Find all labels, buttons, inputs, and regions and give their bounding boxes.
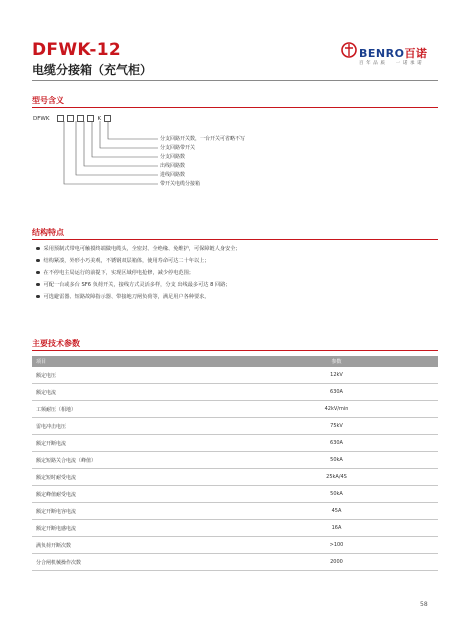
model-desc-4: 出线回路数	[160, 163, 186, 169]
model-code-prefix: DFWK	[33, 115, 50, 122]
feature-item: 结构紧凑，外形小巧美观，不锈钢双层箱体，使用寿命可达二十年以上；	[36, 257, 210, 264]
param-name: 额定开断电感电流	[32, 520, 235, 537]
header-divider	[32, 80, 438, 81]
param-name: 分合闸机械操作次数	[32, 554, 235, 571]
table-row	[32, 537, 438, 554]
product-model-title: DFWK-12	[32, 40, 121, 60]
model-desc-2: 分支回路带开关	[160, 145, 196, 151]
brand-mark-icon	[341, 41, 357, 59]
param-value: 16A	[235, 520, 438, 537]
table-row	[32, 469, 438, 486]
table-row	[32, 435, 438, 452]
param-value: 630A	[235, 384, 438, 401]
bullet-icon	[36, 259, 40, 263]
param-value: 2000	[235, 554, 438, 571]
page-number: 58	[420, 601, 428, 608]
table-row	[32, 486, 438, 503]
feature-item: 可选避雷器、短路故障指示器、带接地刀闸负荷等，满足用户各种要求。	[36, 293, 210, 300]
model-desc-5: 进线回路数	[160, 172, 186, 178]
param-value: 50kA	[235, 486, 438, 503]
table-row	[32, 384, 438, 401]
param-value: 630A	[235, 435, 438, 452]
table-row	[32, 418, 438, 435]
header-item: 项目	[32, 356, 235, 367]
bullet-icon	[36, 247, 40, 251]
feature-item: 采用预制式带电可触摸终端做电缆头，全密封、全绝缘、免维护，可保障链人身安全；	[36, 245, 241, 252]
param-value: 75kV	[235, 418, 438, 435]
section-divider-params	[32, 350, 438, 351]
section-divider-features	[32, 239, 438, 240]
table-row	[32, 401, 438, 418]
bullet-icon	[36, 295, 40, 299]
params-table	[32, 356, 438, 571]
model-desc-3: 分支回路数	[160, 154, 186, 160]
param-name: 额定开断电流	[32, 435, 235, 452]
param-value: 42kV/min	[235, 401, 438, 418]
product-subtitle: 电缆分接箱（充气柜）	[32, 63, 153, 77]
param-name: 工频耐压（相地）	[32, 401, 235, 418]
section-divider-model	[32, 107, 438, 108]
section-title-params: 主要技术参数	[32, 339, 80, 348]
table-row	[32, 367, 438, 384]
table-header-row	[32, 356, 438, 367]
brand-name-cn: 百诺	[404, 47, 428, 60]
bullet-icon	[36, 271, 40, 275]
table-row	[32, 503, 438, 520]
brand-name-en: BENRO	[359, 47, 405, 60]
brand-slogan: 百 年 品 质 一 诺 承 诺	[359, 61, 423, 66]
table-row	[32, 520, 438, 537]
brand-logo	[341, 38, 441, 72]
param-name: 雷电冲击电压	[32, 418, 235, 435]
param-name: 额定短时耐受电流	[32, 469, 235, 486]
header-value: 参数	[235, 356, 438, 367]
model-desc-1: 分支回路开关数，一台开关可省略不写	[160, 136, 246, 142]
section-title-features: 结构特点	[32, 228, 64, 237]
bullet-icon	[36, 283, 40, 287]
param-name: 额定短路关合电流（峰值）	[32, 452, 235, 469]
model-code-letter: K	[97, 115, 102, 122]
param-name: 额定开断电容电流	[32, 503, 235, 520]
table-row	[32, 554, 438, 571]
feature-item: 可配一台或多台 SF6 负荷开关，接线方式灵活多样，分支 出线最多可达 8 回路；	[36, 281, 231, 288]
param-value: >100	[235, 537, 438, 554]
feature-item: 在不停电主局运行的前提下，实现区域停电抢修，减少停电范围；	[36, 269, 194, 276]
section-title-model: 型号含义	[32, 96, 64, 105]
model-desc-6: 带开关电缆分接箱	[160, 181, 201, 187]
table-row	[32, 452, 438, 469]
param-value: 12kV	[235, 367, 438, 384]
param-value: 50kA	[235, 452, 438, 469]
param-name: 额定电流	[32, 384, 235, 401]
param-name: 满负荷开断次数	[32, 537, 235, 554]
param-name: 额定峰值耐受电流	[32, 486, 235, 503]
param-value: 25kA/4S	[235, 469, 438, 486]
param-name: 额定电压	[32, 367, 235, 384]
param-value: 45A	[235, 503, 438, 520]
